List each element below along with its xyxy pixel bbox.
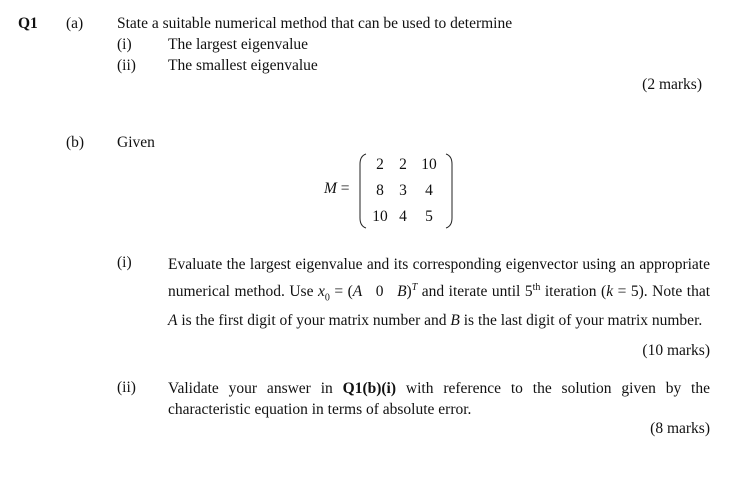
matrix-label: M = (324, 180, 350, 197)
matrix-row (368, 204, 444, 230)
matrix-cell: 10 (421, 155, 437, 173)
part-b-i-text: Evaluate the largest eigenvalue and its corresponding eigenvector using an appropriate numerical method. Use $x_0 = (A$ 0 B)$^T$ and iterate until 5th iteration (k = 5). Note that A is the first digit of your matrix number and B is the last digit of your matrix number. (168, 256, 711, 330)
part-a-item-2-num: (ii) (117, 57, 136, 74)
part-a-item-1-num: (i) (117, 36, 132, 53)
matrix-cell: 5 (425, 207, 433, 225)
part-b-i-num: (i) (117, 254, 132, 271)
matrix-grid (368, 152, 444, 230)
part-b-i-marks: (10 marks) (642, 342, 710, 359)
matrix-right-bracket (444, 152, 454, 230)
matrix-cell: 10 (372, 207, 388, 225)
matrix-row (368, 152, 444, 178)
part-b-intro: Given (117, 134, 155, 151)
part-a-item-2-text: The smallest eigenvalue (168, 57, 318, 74)
matrix-cell: 2 (376, 155, 384, 173)
part-a-prompt: State a suitable numerical method that can be used to determine (117, 15, 513, 32)
part-b-label: (b) (66, 134, 85, 151)
matrix-name: M (324, 180, 337, 197)
matrix-cell: 3 (399, 181, 407, 199)
part-b-ii-marks: (8 marks) (650, 420, 710, 437)
part-a-label: (a) (66, 15, 84, 32)
matrix-row (368, 178, 444, 204)
part-b-ii-num: (ii) (117, 379, 136, 396)
matrix-left-bracket (358, 152, 368, 230)
part-a-marks: (2 marks) (642, 76, 702, 93)
matrix-cell: 2 (399, 155, 407, 173)
matrix-cell: 8 (376, 181, 384, 199)
part-b-ii-text: Validate your answer in Q1(b)(i) with reference to the solution given by the characteristic equation in terms of absolute error. (168, 380, 710, 418)
matrix-cell: 4 (399, 207, 407, 225)
part-a-item-1-text: The largest eigenvalue (168, 36, 309, 53)
matrix-cell: 4 (425, 181, 433, 199)
question-reference: Q1(b)(i) (342, 380, 397, 397)
question-number: Q1 (18, 15, 38, 32)
